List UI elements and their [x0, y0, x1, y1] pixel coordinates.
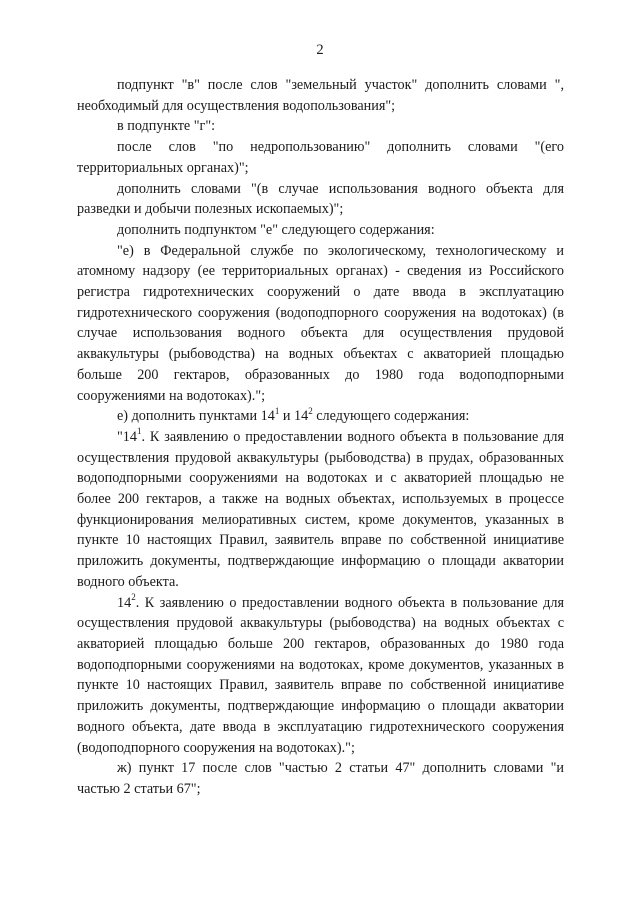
superscript: 2 — [308, 405, 313, 416]
superscript: 1 — [274, 405, 280, 416]
paragraph-subpoint-zh: ж) пункт 17 после слов "частью 2 статьи 47" дополнить словами "и частью 2 статьи 67"; — [77, 760, 564, 797]
text-fragment: 14 — [117, 594, 132, 611]
paragraph-add-subpoint-e: дополнить подпунктом "е" следующего содержания: — [117, 221, 435, 238]
text-fragment: . К заявлению о предоставлении водного объекта в пользование для осуществления прудовой аквакультуры (рыбоводства) в прудах, образованных водоподпорными сооружениями на водотоках и с акваторией площадью не более 200 гектаров, а также на водных объектах, используемых в процессе функционирования мелиоративных систем, кроме документов, указанных в пункте 10 настоящих Правил, заявитель вправе по собственной инициативе приложить документы, подтверждающие информацию о площади акватории водного объекта. — [77, 428, 564, 590]
text-fragment: следующего содержания: — [312, 408, 470, 425]
page-number: 2 — [316, 42, 324, 58]
paragraph-point-14-2 — [77, 593, 564, 759]
text-fragment: и 14 — [279, 408, 309, 425]
superscript: 2 — [131, 591, 136, 602]
document-body — [77, 75, 564, 800]
paragraph-point-14-1 — [77, 427, 564, 593]
paragraph-add-points-14 — [77, 406, 564, 427]
text-fragment: е) дополнить пунктами 14 — [117, 408, 275, 425]
text-fragment: . К заявлению о предоставлении водного объекта в пользование для осуществления прудовой аквакультуры (рыбоводства) на водных объектах с акваторией площадью больше 200 гектаров, образованных до 1980 года водоподпорными сооружениями на водотоках, кроме документов, указанных в пункте 10 настоящих Правил, заявитель вправе по собственной инициативе приложить документы, подтверждающие информацию о площади акватории водного объекта, дате ввода в эксплуатацию гидротехнического сооружения (водоподпорного сооружения на водотоках)."; — [77, 594, 564, 756]
paragraph-subpoint-v: подпункт "в" после слов "земельный участок" дополнить словами ", необходимый для осуществления водопользования"; — [77, 77, 564, 114]
text-fragment: "14 — [117, 428, 137, 445]
paragraph-subpoint-g-header: в подпункте "г": — [117, 118, 216, 135]
superscript: 1 — [136, 426, 142, 437]
paragraph-subpoint-g-addition: дополнить словами "(в случае использования водного объекта для разведки и добычи полезных ископаемых)"; — [77, 180, 564, 218]
paragraph-subpoint-e-text: "е) в Федеральной службе по экологическому, технологическому и атомному надзору (ее территориальных органах) - сведения из Российского регистра гидротехнических сооружений о дате ввода в эксплуатацию гидротехнического сооружения (водоподпорного сооружения на водотоках) (в случае использования водного объекта для осуществления прудовой аквакультуры (рыбоводства) на водных объектах с акваторией площадью больше 200 гектаров, образованных до 1980 года водоподпорными сооружениями на водотоках)."; — [77, 242, 564, 404]
paragraph-subpoint-g-nedro: после слов "по недропользованию" дополнить словами "(его территориальных органах)"; — [77, 139, 564, 176]
